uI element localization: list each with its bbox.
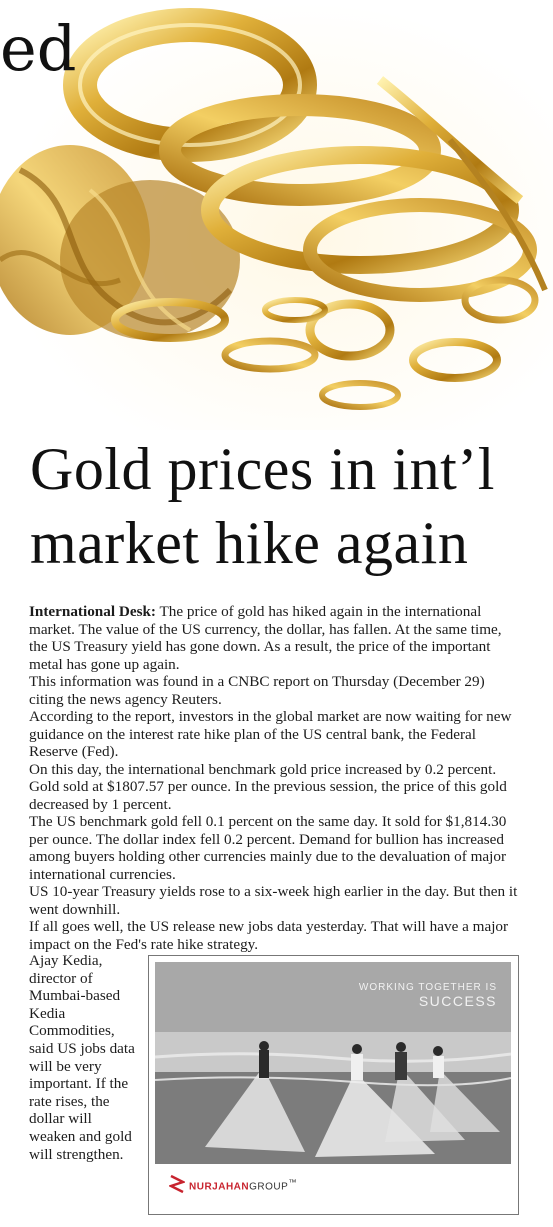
lead-text: The price of gold has hiked again in the international market. The value of the US currency, the dollar, has fallen. At the same time, the US Treasury yield has gone down. As a result, the price of the important metal has gone up again. [29,603,502,673]
paragraph: According to the report, investors in the global market are now waiting for new guidance on the interest rate hike plan of the US central bank, the Federal Reserve (Fed). [29,708,512,760]
ad-tagline [359,982,497,1009]
ad-photo-fishermen [155,962,511,1164]
gold-jewelry-illustration [0,0,553,430]
nurjahan-group-logo [169,1174,297,1196]
brand-wordmark [189,1177,297,1192]
gold-jewelry-photo [0,0,553,430]
brand-name: NURJAHAN [189,1181,250,1193]
article-headline: Gold prices in int’l market hike again [30,436,495,576]
advertisement[interactable] [148,955,519,1215]
paragraph: This information was found in a CNBC report on Thursday (December 29) citing the news agency Reuters. [29,673,485,708]
ad-tagline-line2: SUCCESS [418,993,497,1009]
lead-paragraph [29,603,521,673]
article-body [29,603,521,953]
dateline: International Desk: [29,603,156,620]
paragraph: US 10-year Treasury yields rose to a six-week high earlier in the day. But then it went downhill. [29,883,518,918]
paragraph: On this day, the international benchmark gold price increased by 0.2 percent. Gold sold at $1807.57 per ounce. In the previous session, the price of this gold decreased by 1 percent. [29,760,507,813]
brand-trademark: ™ [288,1177,298,1188]
paragraph: If all goes well, the US release new jobs data yesterday. That will have a major impact on the Fed's rate hike strategy. [29,918,509,953]
closing-paragraph: Ajay Kedia, director of Mumbai-based Kedia Commodities, said US jobs data will be very important. If the rate rises, the dollar will weaken and gold will strengthen. [29,952,135,1163]
paragraph: The US benchmark gold fell 0.1 percent on the same day. It sold for $1,814.30 per ounce. The dollar index fell 0.2 percent. Demand for bullion has increased among buyers holding other currencies mainly due to the devaluation of major international currencies. [29,813,507,883]
brand-suffix: GROUP [249,1181,289,1193]
nurjahan-logo-icon [169,1174,185,1196]
previous-headline-fragment: ed [0,12,77,85]
ad-tagline-line1: WORKING TOGETHER IS [358,982,497,993]
